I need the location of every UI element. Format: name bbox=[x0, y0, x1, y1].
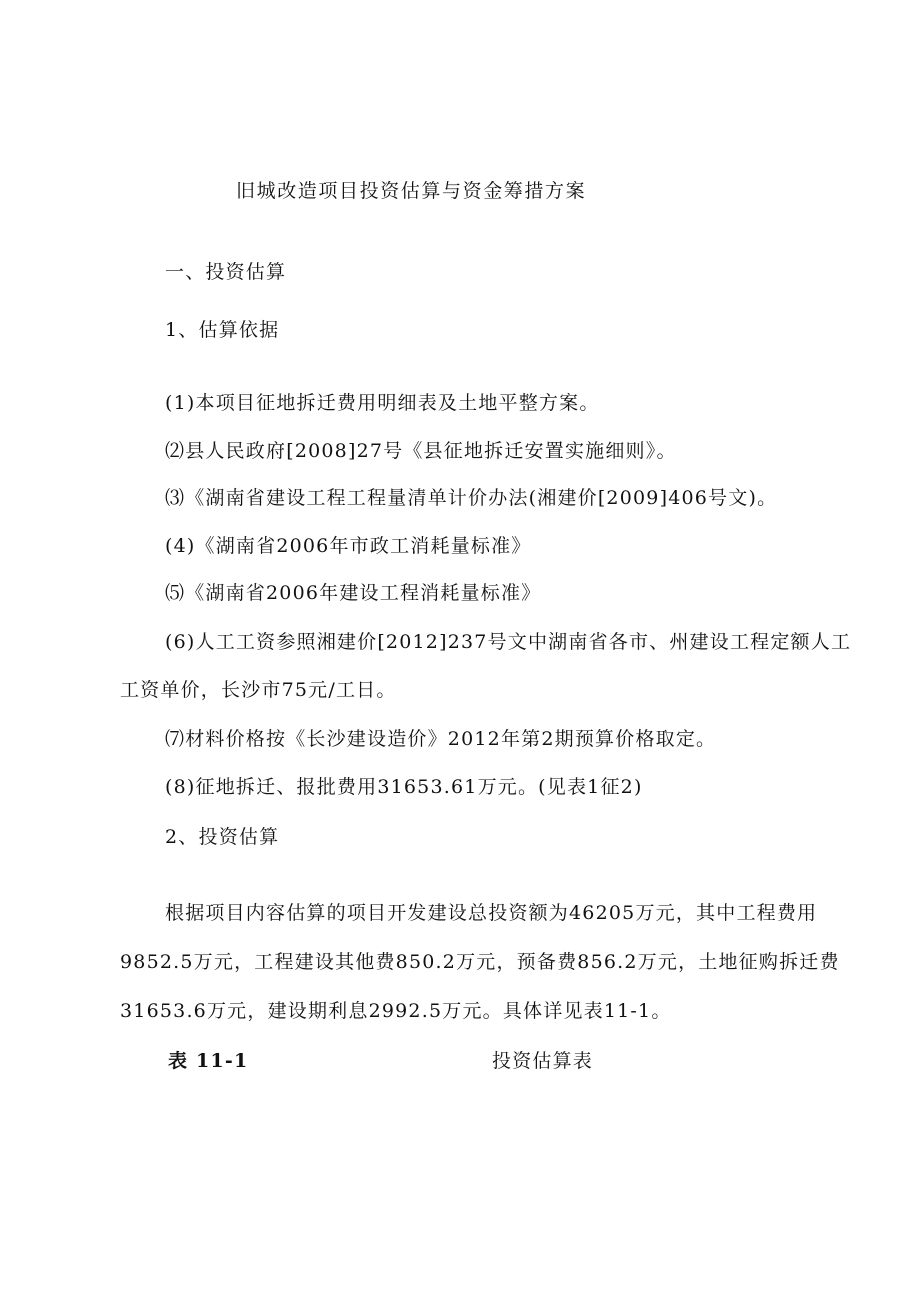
basis-item-4: (4)《湖南省2006年市政工消耗量标准》 bbox=[165, 535, 532, 557]
basis-item-2: ⑵县人民政府[2008]27号《县征地拆迁安置实施细则》。 bbox=[165, 440, 677, 462]
basis-item-5: ⑸《湖南省2006年建设工程消耗量标准》 bbox=[165, 582, 542, 604]
basis-item-8: (8)征地拆迁、报批费用31653.61万元。(见表1征2) bbox=[165, 776, 643, 798]
table-name: 投资估算表 bbox=[492, 1050, 594, 1072]
basis-item-6-line-2: 工资单价，长沙市75元/工日。 bbox=[120, 679, 397, 701]
subsection-heading-estimate-basis: 1、估算依据 bbox=[165, 319, 280, 341]
body-paragraph-line-3: 31653.6万元，建设期利息2992.5万元。具体详见表11-1。 bbox=[120, 1000, 672, 1022]
basis-item-6-line-1: (6)人工工资参照湘建价[2012]237号文中湖南省各市、州建设工程定额人工 bbox=[165, 631, 852, 653]
table-label: 表 11-1 bbox=[168, 1050, 249, 1072]
document-title: 旧城改造项目投资估算与资金筹措方案 bbox=[236, 180, 587, 202]
basis-item-3: ⑶《湖南省建设工程工程量清单计价办法(湘建价[2009]406号文)。 bbox=[165, 487, 778, 509]
body-paragraph-line-1: 根据项目内容估算的项目开发建设总投资额为46205万元，其中工程费用 bbox=[165, 902, 818, 924]
section-heading-investment-estimate: 一、投资估算 bbox=[165, 261, 287, 283]
subsection-heading-investment-estimate: 2、投资估算 bbox=[165, 826, 280, 848]
basis-item-1: (1)本项目征地拆迁费用明细表及土地平整方案。 bbox=[165, 392, 600, 414]
body-paragraph-line-2: 9852.5万元，工程建设其他费850.2万元，预备费856.2万元，土地征购拆迁费 bbox=[120, 951, 840, 973]
basis-item-7: ⑺材料价格按《长沙建设造价》2012年第2期预算价格取定。 bbox=[165, 728, 717, 750]
